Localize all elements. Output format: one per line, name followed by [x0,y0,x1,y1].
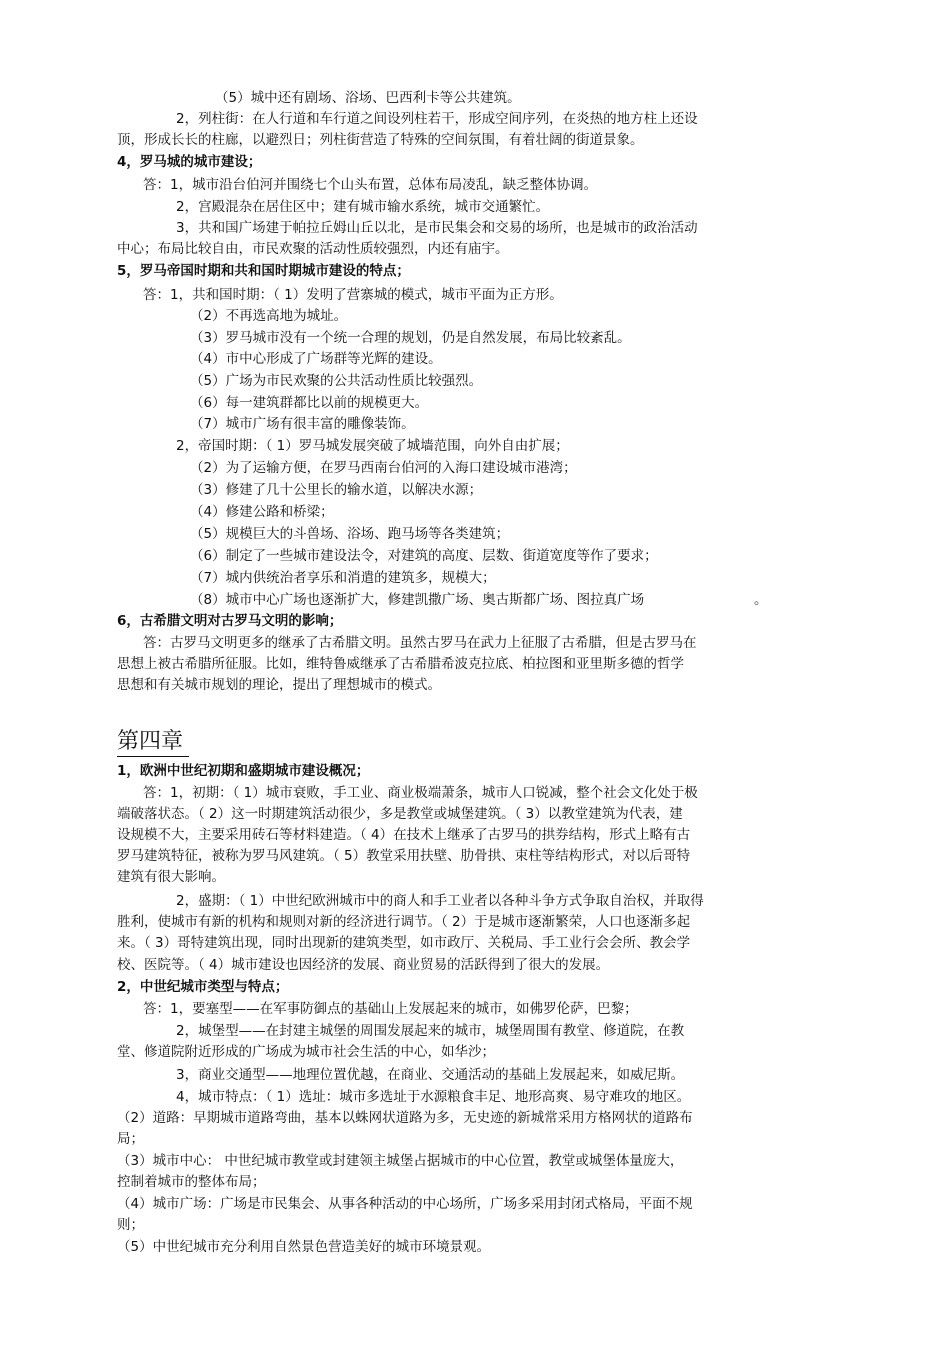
text-line: 答：1，初期：（ 1）城市衰败，手工业、商业极端萧条，城市人口锐减，整个社会文化处于极 [143,785,698,801]
text-line: 2，帝国时期：（ 1）罗马城发展突破了城墙范围，向外自由扩展； [176,438,569,454]
text-line: （4）市中心形成了广场群等光辉的建设。 [190,351,442,367]
text-line: （5）中世纪城市充分利用自然景色营造美好的城市环境景观。 [117,1239,491,1255]
text-line: 建筑有很大影响。 [117,869,225,885]
text-line: 端破落状态。（ 2）这一时期建筑活动很少，多是教堂或城堡建筑。（ 3）以教堂建筑为代表，建 [117,806,683,822]
text-line: 思想和有关城市规划的理论，提出了理想城市的模式。 [117,677,441,693]
text-line: 则； [117,1217,144,1233]
text-line: （7）城市广场有很丰富的雕像装饰。 [190,416,415,432]
text-line: 答：1，城市沿台伯河并围绕七个山头布置，总体布局凌乱，缺乏整体协调。 [143,177,598,193]
text-line: 2，城堡型——在封建主城堡的周围发展起来的城市，城堡周围有教堂、修道院，在教 [176,1023,685,1039]
chapter-title: 第四章 [117,728,189,757]
text-line: 答：古罗马文明更多的继承了古希腊文明。虽然古罗马在武力上征服了古希腊，但是古罗马在 [143,635,697,651]
text-line: （7）城内供统治者享乐和消遣的建筑多，规模大； [190,570,496,586]
text-line: （3）罗马城市没有一个统一合理的规划，仍是自然发展，布局比较紊乱。 [190,330,631,346]
text-line: 局； [117,1131,144,1147]
text-line: （5）城中还有剧场、浴场、巴西利卡等公共建筑。 [215,90,521,106]
text-line: （3）城市中心： 中世纪城市教堂或封建领主城堡占据城市的中心位置，教堂或城堡体量庞大， [117,1153,684,1169]
text-line: 2，宫殿混杂在居住区中；建有城市输水系统，城市交通繁忙。 [176,199,550,215]
text-line: 答：1，要塞型——在军事防御点的基础山上发展起来的城市，如佛罗伦萨，巴黎； [143,1001,638,1017]
text-line: （3）修建了几十公里长的输水道，以解决水源； [190,482,483,498]
text-line: 中心；布局比较自由，市民欢聚的活动性质较强烈，内还有庙宇。 [117,241,509,257]
question-heading: 2，中世纪城市类型与特点； [117,979,289,995]
text-line: （8）城市中心广场也逐渐扩大，修建凯撒广场、奥古斯都广场、图拉真广场 [190,592,645,608]
text-line: 3，共和国广场建于帕拉丘姆山丘以北，是市民集会和交易的场所，也是城市的政治活动 [176,220,698,236]
text-line: （4）修建公路和桥梁； [190,504,334,520]
text-line: （2）道路：早期城市道路弯曲，基本以蛛网状道路为多，无史迹的新城常采用方格网状的道路布 [117,1110,693,1126]
text-line: （5）规模巨大的斗兽场、浴场、跑马场等各类建筑； [190,526,510,542]
text-line: （4）城市广场：广场是市民集会、从事各种活动的中心场所，广场多采用封闭式格局，平面不规 [117,1196,693,1212]
question-heading: 4，罗马城的城市建设； [117,154,262,170]
text-line: 来。（ 3）哥特建筑出现，同时出现新的建筑类型，如市政厅、关税局、手工业行会会所、教会学 [117,935,691,951]
text-line: 顶，形成长长的柱廊，以避烈日；列柱街营造了特殊的空间氛围，有着壮阔的街道景象。 [117,132,644,148]
text-line: （2）不再选高地为城址。 [190,308,348,324]
text-line: 思想上被古希腊所征服。比如，维特鲁威继承了古希腊希波克拉底、柏拉图和亚里斯多德的哲学 [117,656,684,672]
text-line: 2，盛期：（ 1）中世纪欧洲城市中的商人和手工业者以各种斗争方式争取自治权，并取得 [176,893,704,909]
text-line: 答：1，共和国时期：（ 1）发明了营寨城的模式，城市平面为正方形。 [143,287,563,303]
text-line: 罗马建筑特征，被称为罗马风建筑。（ 5）教堂采用扶壁、肋骨拱、束柱等结构形式，对以后哥特 [117,848,691,864]
text-line: 3，商业交通型——地理位置优越，在商业、交通活动的基础上发展起来，如威尼斯。 [176,1067,685,1083]
text-line: 堂、修道院附近形成的广场成为城市社会生活的中心，如华沙； [117,1044,495,1060]
text-line: （2）为了运输方便，在罗马西南台伯河的入海口建设城市港湾； [190,460,577,476]
question-heading: 6，古希腊文明对古罗马文明的影响； [117,613,343,629]
text-line: 2，列柱街：在人行道和车行道之间设列柱若干，形成空间序列，在炎热的地方柱上还设 [176,111,698,127]
text-line: 控制着城市的整体布局； [117,1174,266,1190]
text-line: 胜利，使城市有新的机构和规则对新的经济进行调节。（ 2）于是城市逐渐繁荣，人口也逐渐多起 [117,914,691,930]
text-line: 。 [754,592,768,608]
text-line: （5）广场为市民欢聚的公共活动性质比较强烈。 [190,373,483,389]
text-line: 4，城市特点：（ 1）选址：城市多选址于水源粮食丰足、地形高爽、易守难攻的地区。 [176,1089,691,1105]
text-line: （6）制定了一些城市建设法令，对建筑的高度、层数、街道宽度等作了要求； [190,548,658,564]
question-heading: 1，欧洲中世纪初期和盛期城市建设概况； [117,763,370,779]
text-line: 校、医院等。（ 4）城市建设也因经济的发展、商业贸易的活跃得到了很大的发展。 [117,957,610,973]
text-line: 设规模不大，主要采用砖石等材料建造。（ 4）在技术上继承了古罗马的拱券结构，形式上略有古 [117,827,691,843]
question-heading: 5，罗马帝国时期和共和国时期城市建设的特点； [117,263,410,279]
text-line: （6）每一建筑群都比以前的规模更大。 [190,395,429,411]
